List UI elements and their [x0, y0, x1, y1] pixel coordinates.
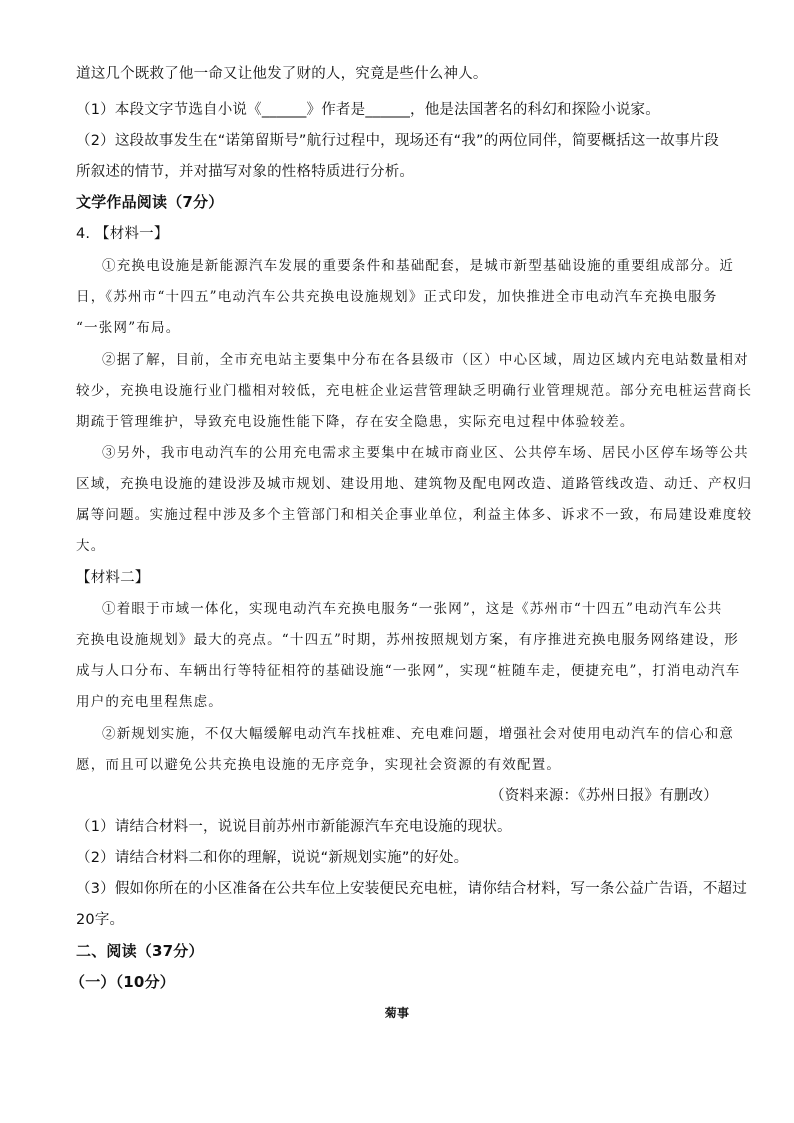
section-heading: 文学作品阅读（7分）: [76, 193, 224, 211]
text-line: 区域，充换电设施的建设涉及城市规划、建设用地、建筑物及配电网改造、道路管线改造、动迁、产权归: [76, 476, 753, 492]
text-line: 充换电设施规划》最大的亮点。“十四五”时期，苏州按照规划方案，有序推进充换电服务网络建设，形: [76, 632, 740, 648]
question-line: （2）请结合材料二和你的理解，说说“新规划实施”的好处。: [76, 850, 469, 866]
text-line: ③另外，我市电动汽车的公用充电需求主要集中在城市商业区、公共停车场、居民小区停车场等公共: [102, 445, 749, 461]
question-line: （2）这段故事发生在“诺第留斯号”航行过程中，现场还有“我”的两位同伴，简要概括这一故事片段: [76, 133, 719, 149]
text-line: 所叙述的情节，并对描写对象的性格特质进行分析。: [76, 164, 415, 180]
text-line: 用户的充电里程焦虑。: [76, 694, 223, 710]
text-line: 愿，而且可以避免公共充换电设施的无序竞争，实现社会资源的有效配置。: [76, 757, 562, 773]
question-line: （3）假如你所在的小区准备在公共车位上安装便民充电桩，请你结合材料，写一条公益广告语，不超过: [76, 881, 747, 897]
text-line: ①充换电设施是新能源汽车发展的重要条件和基础配套，是城市新型基础设施的重要组成部分。近: [102, 258, 735, 274]
material-heading: 【材料二】: [76, 570, 150, 586]
text-line: 大。: [76, 538, 106, 554]
text-line: 日，《苏州市“十四五”电动汽车公共充换电设施规划》正式印发，加快推进全市电动汽车充换电服务: [76, 289, 718, 305]
question-line: （1）请结合材料一，说说目前苏州市新能源汽车充电设施的现状。: [76, 819, 512, 835]
text-line: 成与人口分布、车辆出行等特征相符的基础设施“一张网”，实现“桩随车走，便捷充电”，打消电动汽车: [76, 663, 741, 679]
text-line: ②新规划实施，不仅大幅缓解电动汽车找桩难、充电难问题，增强社会对使用电动汽车的信心和意: [102, 726, 735, 742]
text-line: 较少，充换电设施行业门槛相对较低，充电桩企业运营管理缺乏明确行业管理规范。部分充电桩运营商长: [76, 383, 753, 399]
text-line: ①着眼于市域一体化，实现电动汽车充换电服务“一张网”，这是《苏州市“十四五”电动汽车公共: [102, 601, 723, 617]
question-line: （1）本段文字节选自小说《______》作者是______，他是法国著名的科幻和探险小说家。: [76, 102, 660, 118]
text-line: ②据了解，目前，全市充电站主要集中分布在各县级市（区）中心区域，周边区域内充电站数量相对: [102, 352, 749, 368]
material-heading: 4. 【材料一】: [76, 226, 169, 242]
section-heading: 二、阅读（37分）: [76, 942, 204, 960]
subsection-heading: （一）（10分）: [70, 973, 175, 991]
source-note: （资料来源：《苏州日报》有删改）: [490, 788, 718, 804]
article-title: 菊事: [384, 1006, 410, 1020]
text-line: 20字。: [76, 912, 125, 928]
text-line: 道这几个既救了他一命又让他发了财的人，究竟是些什么神人。: [76, 66, 488, 82]
text-line: 期疏于管理维护，导致充电设施性能下降，存在安全隐患，实际充电过程中体验较差。: [76, 414, 635, 430]
text-line: “一张网”布局。: [76, 320, 181, 336]
text-line: 属等问题。实施过程中涉及多个主管部门和相关企事业单位，利益主体多、诉求不一致，布局建设难度较: [76, 507, 753, 523]
